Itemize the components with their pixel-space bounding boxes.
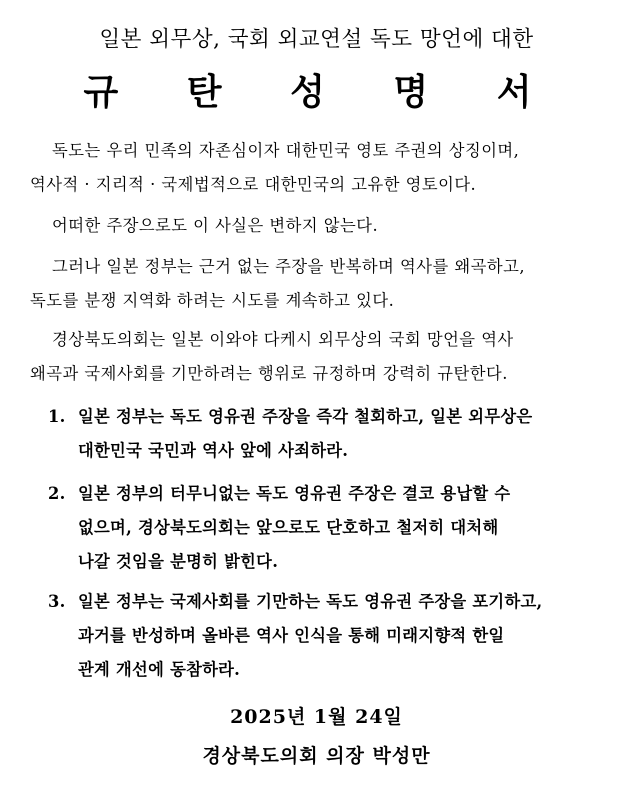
document-title: 규 탄 성 명 서	[83, 71, 560, 113]
demand-number: 2.	[48, 484, 66, 503]
document-signer: 경상북도의회 의장 박성만	[202, 745, 431, 767]
paragraph-4	[30, 323, 590, 391]
paragraph-line: 그러나 일본 정부는 근거 없는 주장을 반복하며 역사를 왜곡하고,	[52, 257, 526, 276]
demand-item-3	[48, 585, 588, 687]
demand-line: 일본 정부는 독도 영유권 주장을 즉각 철회하고, 일본 외무상은	[78, 407, 533, 426]
paragraph-line: 독도는 우리 민족의 자존심이자 대한민국 영토 주권의 상징이며,	[52, 141, 520, 160]
paragraph-line: 독도를 분쟁 지역화 하려는 시도를 계속하고 있다.	[30, 291, 395, 310]
paragraph-line: 어떠한 주장으로도 이 사실은 변하지 않는다.	[52, 216, 379, 235]
paragraph-3	[30, 250, 590, 318]
demand-number: 3.	[48, 592, 66, 611]
demand-line: 과거를 반성하며 올바른 역사 인식을 통해 미래지향적 한일	[78, 626, 505, 645]
paragraph-1	[30, 134, 590, 202]
document-subtitle: 일본 외무상, 국회 외교연설 독도 망언에 대한	[99, 27, 534, 52]
demand-line: 관계 개선에 동참하라.	[78, 660, 241, 679]
demand-item-1	[48, 400, 588, 468]
demand-line: 일본 정부는 국제사회를 기만하는 독도 영유권 주장을 포기하고,	[78, 592, 543, 611]
paragraph-2	[30, 209, 590, 243]
paragraph-line: 왜곡과 국제사회를 기만하려는 행위로 규정하며 강력히 규탄한다.	[30, 364, 508, 383]
document-date: 2025년 1월 24일	[230, 706, 403, 728]
demand-line: 일본 정부의 터무니없는 독도 영유권 주장은 결코 용납할 수	[78, 484, 511, 503]
demand-number: 1.	[48, 407, 66, 426]
demand-line: 나갈 것임을 분명히 밝힌다.	[78, 552, 279, 571]
demand-line: 없으며, 경상북도의회는 앞으로도 단호하고 철저히 대처해	[78, 518, 499, 537]
demand-line: 대한민국 국민과 역사 앞에 사죄하라.	[78, 441, 349, 460]
paragraph-line: 경상북도의회는 일본 이와야 다케시 외무상의 국회 망언을 역사	[52, 330, 514, 349]
paragraph-line: 역사적 · 지리적 · 국제법적으로 대한민국의 고유한 영토이다.	[30, 175, 477, 194]
demand-item-2	[48, 477, 588, 579]
